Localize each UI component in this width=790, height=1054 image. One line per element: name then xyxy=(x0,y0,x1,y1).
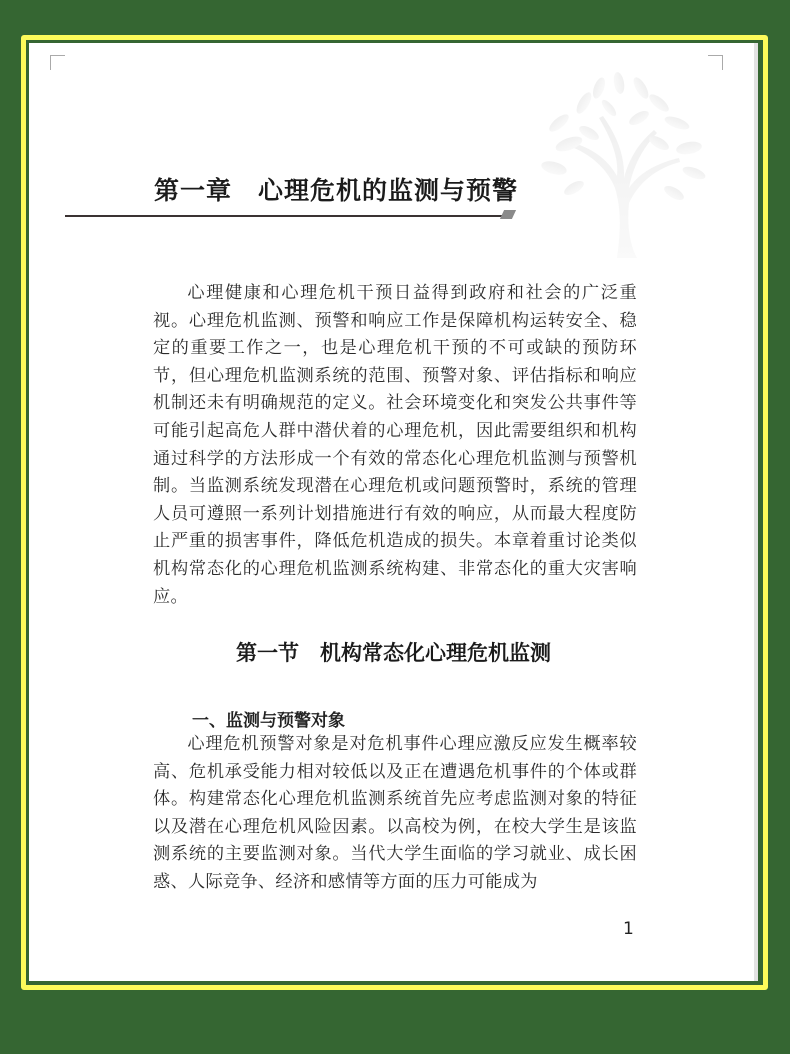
intro-paragraph: 心理健康和心理危机干预日益得到政府和社会的广泛重视。心理危机监测、预警和响应工作是保障机构运转安全、稳定的重要工作之一，也是心理危机干预的不可或缺的预防环节，但心理危机监测系统的范围、预警对象、评估指标和响应机制还未有明确规范的定义。社会环境变化和突发公共事件等可能引起高危人群中潜伏着的心理危机，因此需要组织和机构通过科学的方法形成一个有效的常态化心理危机监测与预警机制。当监测系统发现潜在心理危机或问题预警时，系统的管理人员可遵照一系列计划措施进行有效的响应，从而最大程度防止严重的损害事件，降低危机造成的损失。本章着重讨论类似机构常态化的心理危机监测系统构建、非常态化的重大灾害响应。 xyxy=(153,283,637,607)
rule-end-ornament xyxy=(500,210,516,219)
section-title: 第一节 机构常态化心理危机监测 xyxy=(236,641,551,665)
page-edge-shadow xyxy=(754,43,758,981)
crop-mark-top-left xyxy=(50,55,65,70)
page-number: 1 xyxy=(623,919,634,939)
subsection-paragraph: 心理危机预警对象是对危机事件心理应激反应发生概率较高、危机承受能力相对较低以及正在遭遇危机事件的个体或群体。构建常态化心理危机监测系统首先应考虑监测对象的特征以及潜在心理危机风险因素。以高校为例，在校大学生是该监测系统的主要监测对象。当代大学生面临的学习就业、成长困惑、人际竞争、经济和感情等方面的压力可能成为 xyxy=(153,734,637,892)
tree-icon xyxy=(529,58,719,258)
book-page xyxy=(29,43,758,981)
chapter-title: 第一章 心理危机的监测与预警 xyxy=(154,176,519,205)
chapter-title-rule xyxy=(65,215,503,217)
subsection-title: 一、监测与预警对象 xyxy=(192,711,345,731)
